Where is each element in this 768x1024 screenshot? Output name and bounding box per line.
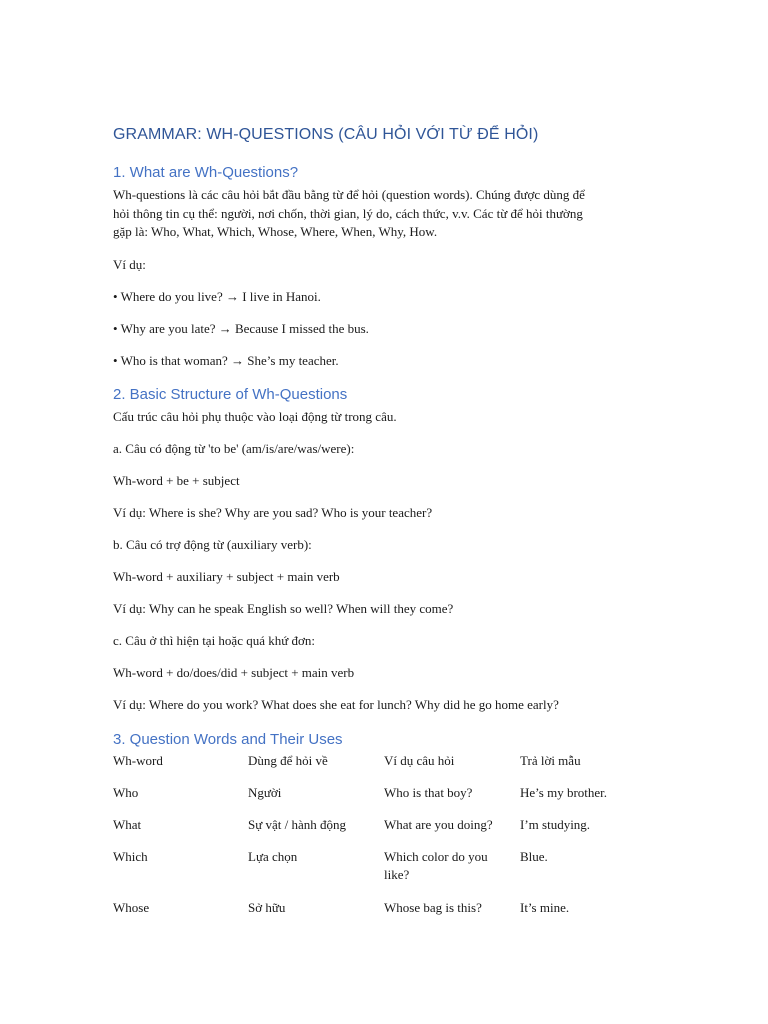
table-cell: Who [113, 785, 139, 800]
examples-label: Ví dụ: [113, 257, 146, 272]
structure-b-label: b. Câu có trợ động từ (auxiliary verb): [113, 537, 312, 552]
structure-b-formula: Wh-word + auxiliary + subject + main verb [113, 569, 340, 584]
table-cell: Whose [113, 900, 150, 915]
structure-c-example: Ví dụ: Where do you work? What does she eat for lunch? Why did he go home early? [113, 697, 559, 712]
structure-b-example: Ví dụ: Why can he speak English so well? When will they come? [113, 601, 454, 616]
structure-a-formula: Wh-word + be + subject [113, 473, 240, 488]
example-item: • Why are you late? → Because I missed the bus. [113, 321, 369, 336]
table-header-cell: Wh-word [113, 753, 163, 768]
section-2-intro: Cấu trúc câu hỏi phụ thuộc vào loại động từ trong câu. [113, 409, 397, 424]
table-cell-continuation: like? [384, 867, 410, 882]
table-cell: What [113, 817, 142, 832]
document-title: GRAMMAR: WH-QUESTIONS (CÂU HỎI VỚI TỪ ĐỂ HỎI) [113, 126, 539, 143]
table-cell: Sở hữu [248, 900, 286, 915]
example-item: • Who is that woman? → She’s my teacher. [113, 353, 339, 368]
structure-a-example: Ví dụ: Where is she? Why are you sad? Who is your teacher? [113, 505, 433, 520]
table-cell: Sự vật / hành động [248, 817, 347, 832]
table-header-cell: Trả lời mẫu [520, 753, 581, 768]
table-cell: Người [248, 785, 282, 800]
structure-c-label: c. Câu ở thì hiện tại hoặc quá khứ đơn: [113, 633, 316, 648]
table-cell: Whose bag is this? [384, 900, 482, 915]
table-header-cell: Ví dụ câu hỏi [384, 753, 455, 768]
intro-line: gặp là: Who, What, Which, Whose, Where, When, Why, How. [113, 224, 438, 239]
table-cell: Which color do you [384, 849, 488, 864]
table-cell: Which [113, 849, 148, 864]
table-cell: Lựa chọn [248, 849, 298, 864]
section-1-intro [113, 186, 585, 242]
intro-line: Wh-questions là các câu hỏi bắt đầu bằng từ để hỏi (question words). Chúng được dùng để [113, 187, 585, 202]
table-header-cell: Dùng để hỏi về [248, 753, 328, 768]
table-cell: It’s mine. [520, 900, 570, 915]
structure-a-label: a. Câu có động từ 'to be' (am/is/are/was/were): [113, 441, 355, 456]
structure-c-formula: Wh-word + do/does/did + subject + main verb [113, 665, 355, 680]
table-cell: Who is that boy? [384, 785, 473, 800]
table-cell: I’m studying. [520, 817, 591, 832]
table-cell: What are you doing? [384, 817, 493, 832]
example-item: • Where do you live? → I live in Hanoi. [113, 289, 321, 304]
section-2-heading: 2. Basic Structure of Wh-Questions [113, 386, 348, 403]
section-3-heading: 3. Question Words and Their Uses [113, 731, 343, 748]
section-1-heading: 1. What are Wh-Questions? [113, 164, 299, 181]
intro-line: hỏi thông tin cụ thể: người, nơi chốn, thời gian, lý do, cách thức, v.v. Các từ để hỏi thường [113, 205, 583, 221]
table-cell: He’s my brother. [520, 785, 608, 800]
table-cell: Blue. [520, 849, 548, 864]
